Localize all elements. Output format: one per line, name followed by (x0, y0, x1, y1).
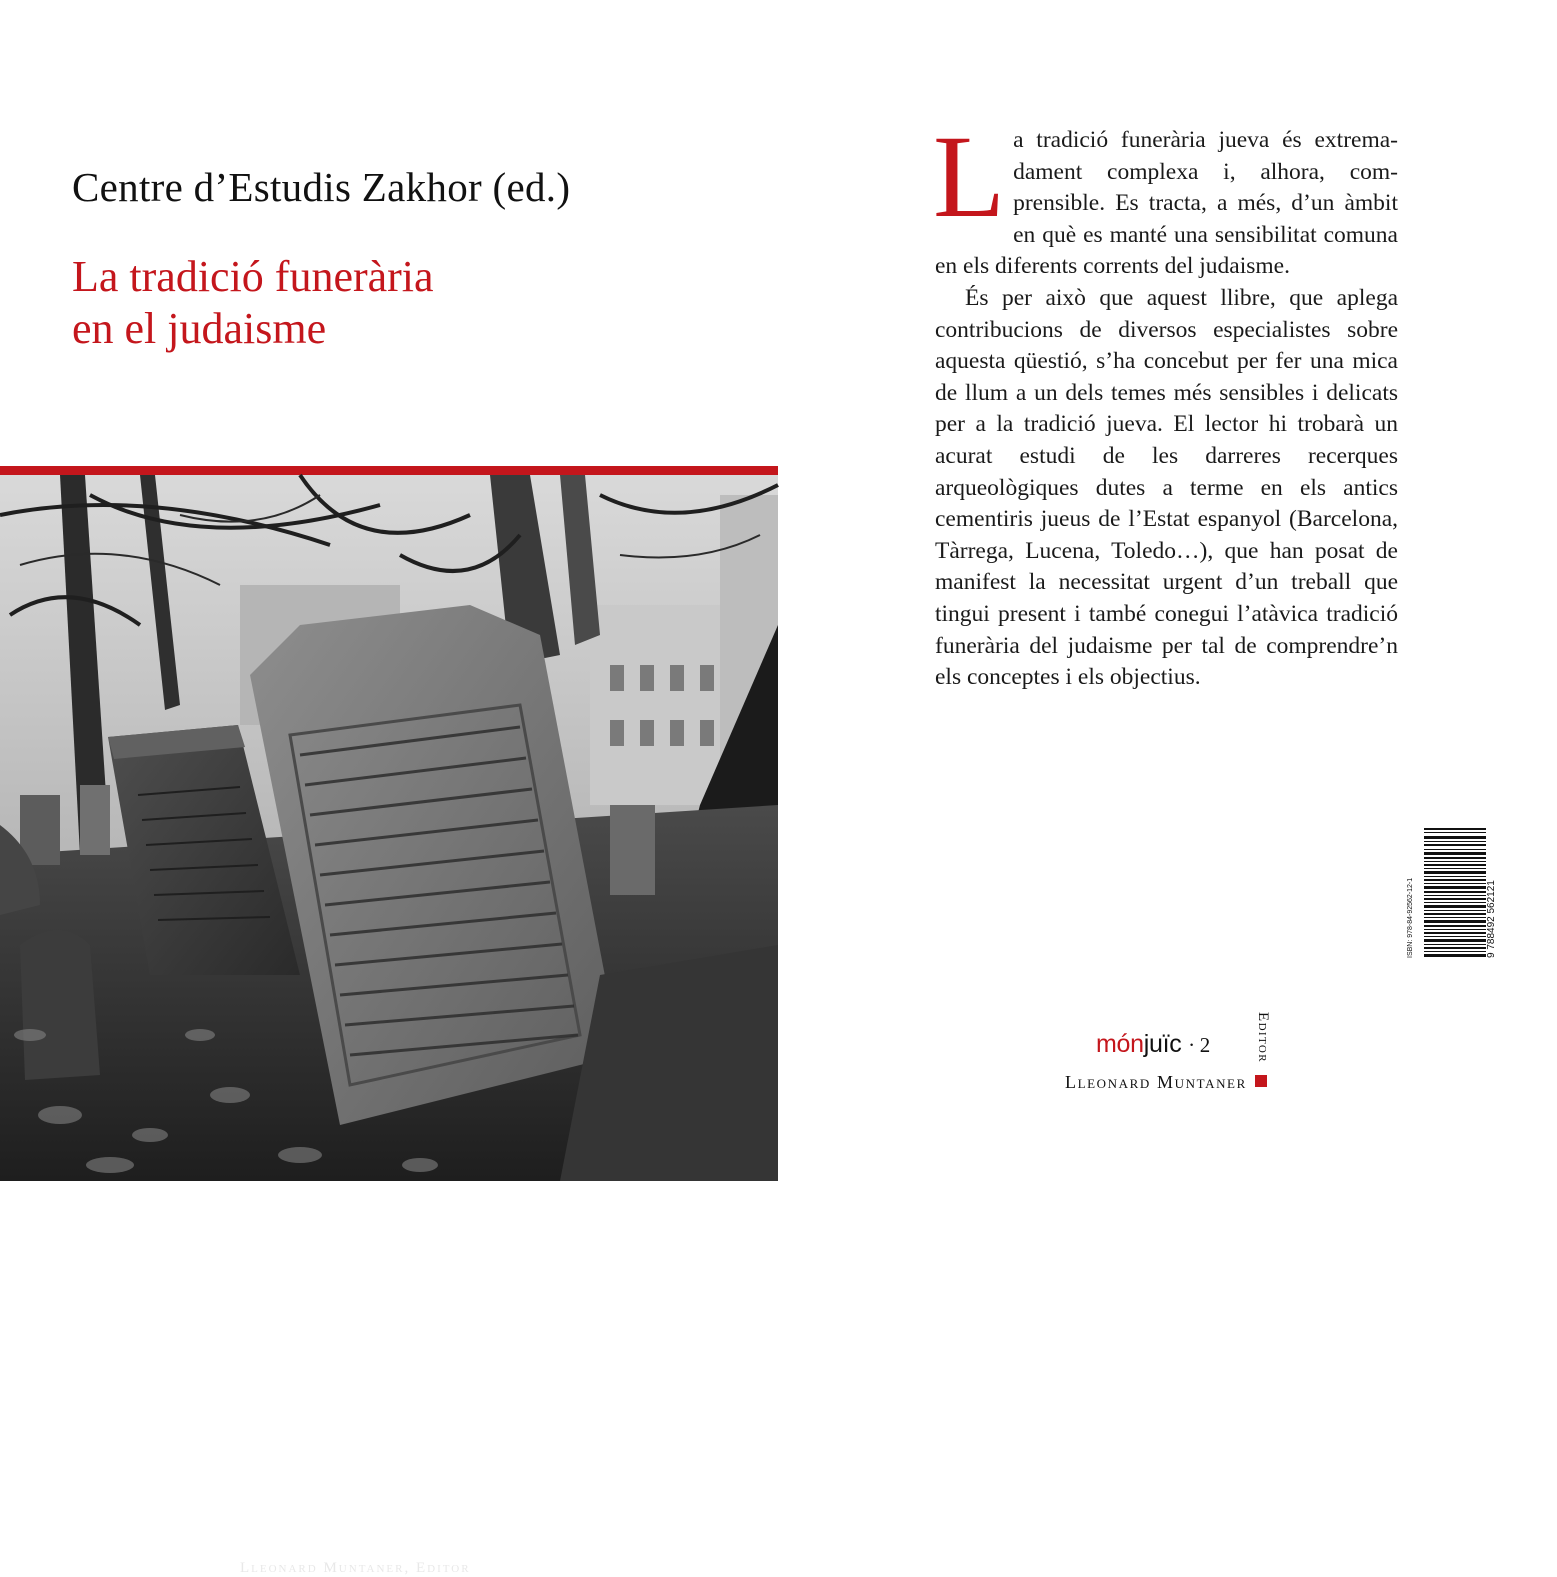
series-logo-mon: món (1096, 1030, 1144, 1058)
series-logo-monjuic (1096, 1030, 1210, 1059)
series-logo-juic: juïc (1143, 1030, 1182, 1058)
book-title-line-2: en el judaisme (72, 304, 327, 353)
cover-red-band (0, 466, 778, 475)
blurb-paragraph-1-text: a tradició funerària jueva és extremadament complexa i, alhora, comprensible. Es tracta, a més, d’un àmbit en què es manté una sensibilitat comuna en els diferents corrents del judaisme. (935, 127, 1398, 280)
isbn-text: ISBN: 978-84-92562-12-1 (1407, 877, 1414, 958)
isbn-barcode (1407, 828, 1497, 958)
blurb-paragraph-2: És per això que aquest llibre, que aplega contribucions de diversos especialistes sobre aquesta qüestió, s’ha concebut per fer una mica de llum a un dels temes més sensibles i delicats per a la tradició jueva. El lector hi trobarà un acurat estudi de les darreres recerques arqueològiques dutes a terme en els antics cementiris jueus de l’Estat espanyol (Barcelona, Tàrrega, Lucena, Toledo…), que han posat de manifest la necessitat urgent d’un treball que tingui present i també conegui l’atàvica tradició funerària del judaisme per tal de comprendre’n els conceptes i els objectius. (935, 284, 1398, 691)
back-cover-blurb (933, 111, 1398, 694)
publisher-red-square (1255, 1075, 1267, 1087)
publisher-name: Lleonard Muntaner (1065, 1072, 1247, 1092)
blurb-paragraph-1 (933, 111, 1398, 283)
barcode-digits: 9 788492 562121 (1486, 880, 1497, 958)
book-title (72, 251, 434, 355)
author-name: Centre d’Estudis Zakhor (ed.) (72, 164, 571, 210)
publisher-editor-label: Editor (1255, 1012, 1271, 1063)
series-number: · 2 (1188, 1033, 1210, 1057)
cover-publisher-text: Lleonard Muntaner, Editor (240, 1560, 471, 1576)
cover-photo-jewish-cemetery (0, 475, 778, 1576)
book-title-line-1: La tradició funerària (72, 252, 434, 301)
drop-cap-letter: L (933, 111, 1006, 242)
